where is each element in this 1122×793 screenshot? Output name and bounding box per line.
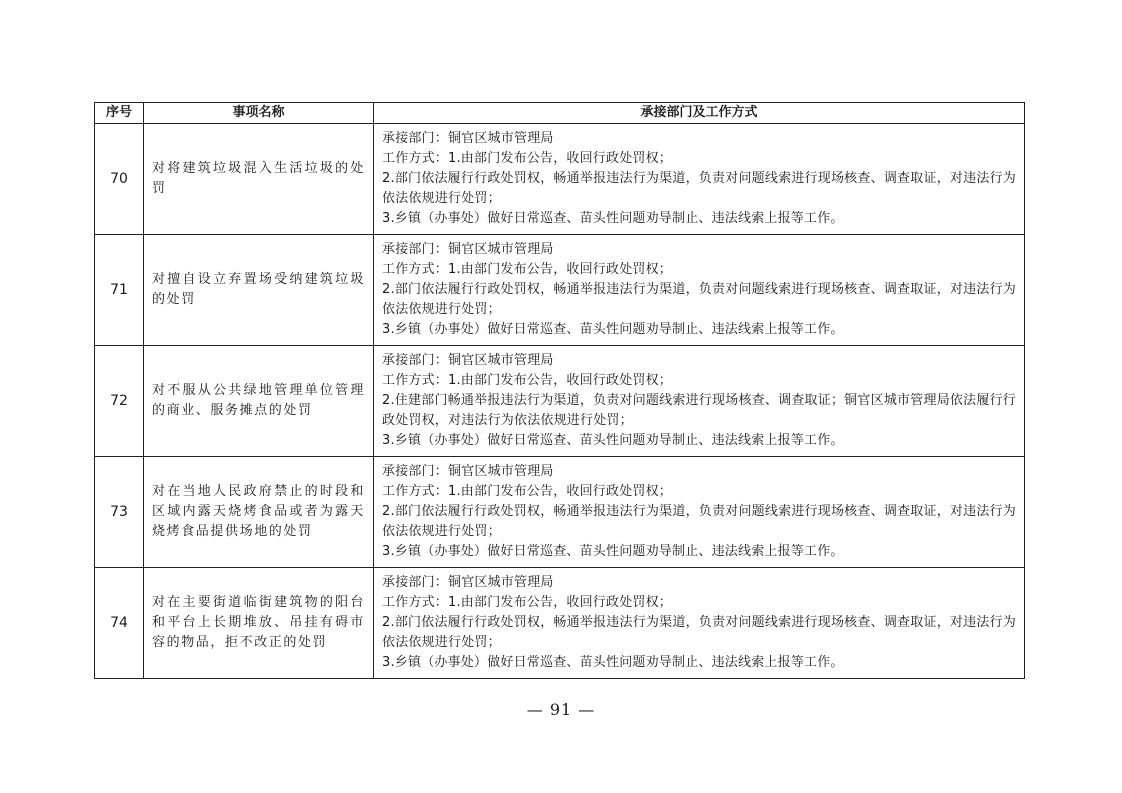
row-item-name: 对擅自设立弃置场受纳建筑垃圾的处罚 [144, 235, 374, 346]
row-dept: 承接部门：铜官区城市管理局 [382, 242, 554, 257]
row-method [374, 124, 1025, 235]
row-method-3: 3.乡镇（办事处）做好日常巡查、苗头性问题劝导制止、违法线索上报等工作。 [382, 433, 844, 448]
row-method [374, 457, 1025, 568]
row-method-1: 工作方式：1.由部门发布公告，收回行政处罚权； [382, 262, 673, 277]
table-row [95, 124, 1025, 235]
row-method-2: 2.住建部门畅通举报违法行为渠道，负责对问题线索进行现场核查、调查取证；铜官区城市管理局依法履行行政处罚权，对违法行为依法依规进行处罚； [382, 393, 1016, 428]
row-method-3: 3.乡镇（办事处）做好日常巡查、苗头性问题劝导制止、违法线索上报等工作。 [382, 544, 844, 559]
table-row [95, 568, 1025, 679]
table-row [95, 346, 1025, 457]
row-item-name: 对在主要街道临街建筑物的阳台和平台上长期堆放、吊挂有碍市容的物品，拒不改正的处罚 [144, 568, 374, 679]
header-method: 承接部门及工作方式 [374, 103, 1025, 124]
row-item-name: 对将建筑垃圾混入生活垃圾的处罚 [144, 124, 374, 235]
row-method [374, 346, 1025, 457]
header-name: 事项名称 [144, 103, 374, 124]
row-seq: 70 [95, 124, 144, 235]
row-method-2: 2.部门依法履行行政处罚权，畅通举报违法行为渠道，负责对问题线索进行现场核查、调查取证，对违法行为依法依规进行处罚； [382, 615, 1016, 650]
items-table [94, 102, 1025, 679]
header-seq: 序号 [95, 103, 144, 124]
row-method-3: 3.乡镇（办事处）做好日常巡查、苗头性问题劝导制止、违法线索上报等工作。 [382, 655, 844, 670]
row-seq: 71 [95, 235, 144, 346]
page-number: — 91 — [526, 700, 596, 719]
row-seq: 72 [95, 346, 144, 457]
row-method-1: 工作方式：1.由部门发布公告，收回行政处罚权； [382, 151, 673, 166]
row-method-1: 工作方式：1.由部门发布公告，收回行政处罚权； [382, 373, 673, 388]
row-dept: 承接部门：铜官区城市管理局 [382, 464, 554, 479]
row-method [374, 568, 1025, 679]
table-row [95, 235, 1025, 346]
row-method-2: 2.部门依法履行行政处罚权，畅通举报违法行为渠道，负责对问题线索进行现场核查、调查取证，对违法行为依法依规进行处罚； [382, 282, 1016, 317]
row-method-2: 2.部门依法履行行政处罚权，畅通举报违法行为渠道，负责对问题线索进行现场核查、调查取证，对违法行为依法依规进行处罚； [382, 171, 1016, 206]
row-seq: 74 [95, 568, 144, 679]
row-method-2: 2.部门依法履行行政处罚权，畅通举报违法行为渠道，负责对问题线索进行现场核查、调查取证，对违法行为依法依规进行处罚； [382, 504, 1016, 539]
row-dept: 承接部门：铜官区城市管理局 [382, 575, 554, 590]
row-dept: 承接部门：铜官区城市管理局 [382, 131, 554, 146]
row-seq: 73 [95, 457, 144, 568]
row-dept: 承接部门：铜官区城市管理局 [382, 353, 554, 368]
row-method [374, 235, 1025, 346]
row-method-1: 工作方式：1.由部门发布公告，收回行政处罚权； [382, 484, 673, 499]
row-method-3: 3.乡镇（办事处）做好日常巡查、苗头性问题劝导制止、违法线索上报等工作。 [382, 211, 844, 226]
row-item-name: 对不服从公共绿地管理单位管理的商业、服务摊点的处罚 [144, 346, 374, 457]
row-method-1: 工作方式：1.由部门发布公告，收回行政处罚权； [382, 595, 673, 610]
row-item-name: 对在当地人民政府禁止的时段和区域内露天烧烤食品或者为露天烧烤食品提供场地的处罚 [144, 457, 374, 568]
table-row [95, 457, 1025, 568]
row-method-3: 3.乡镇（办事处）做好日常巡查、苗头性问题劝导制止、违法线索上报等工作。 [382, 322, 844, 337]
table-header-row [95, 103, 1025, 124]
